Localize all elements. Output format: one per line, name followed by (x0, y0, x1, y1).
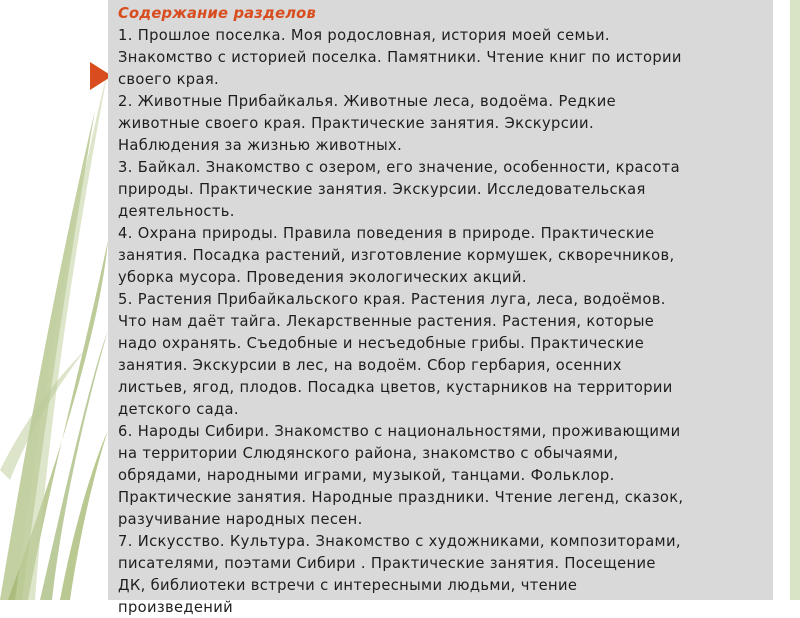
content-panel (108, 0, 773, 616)
content-line: занятия. Посадка растений, изготовление кормушек, скворечников, (118, 247, 675, 264)
content-line: своего края. (118, 71, 220, 88)
content-line: Знакомство с историей поселка. Памятники. Чтение книг по истории (118, 49, 682, 66)
content-line: детского сада. (118, 401, 239, 418)
content-line: уборка мусора. Проведения экологических акций. (118, 269, 527, 286)
content-line: ДК, библиотеки встречи с интересными людьми, чтение (118, 577, 578, 594)
content-line: 4. Охрана природы. Правила поведения в природе. Практические (118, 225, 655, 242)
content-line: Что нам даёт тайга. Лекарственные растения. Растения, которые (118, 313, 655, 330)
content-line: 2. Животные Прибайкалья. Животные леса, водоёма. Редкие (118, 93, 617, 110)
content-line: занятия. Экскурсии в лес, на водоём. Сбор гербария, осенних (118, 357, 622, 374)
content-line: Наблюдения за жизнью животных. (118, 137, 403, 154)
content-line: природы. Практические занятия. Экскурсии. Исследовательская (118, 181, 646, 198)
content-line: 7. Искусство. Культура. Знакомство с художниками, композиторами, (118, 533, 681, 550)
content-line: произведений (118, 599, 234, 616)
content-line: Практические занятия. Народные праздники. Чтение легенд, сказок, (118, 489, 684, 506)
section-heading: Содержание разделов (118, 5, 316, 22)
content-line: 5. Растения Прибайкальского края. Растения луга, леса, водоёмов. (118, 291, 666, 308)
content-line: листьев, ягод, плодов. Посадка цветов, кустарников на территории (118, 379, 673, 396)
content-line: разучивание народных песен. (118, 511, 363, 528)
content-line: обрядами, народными играми, музыкой, танцами. Фольклор. (118, 467, 615, 484)
content-line: 1. Прошлое поселка. Моя родословная, история моей семьи. (118, 27, 610, 44)
content-line: животные своего края. Практические занятия. Экскурсии. (118, 115, 594, 132)
content-line: 3. Байкал. Знакомство с озером, его значение, особенности, красота (118, 159, 680, 176)
content-line: деятельность. (118, 203, 235, 220)
content-line: писателями, поэтами Сибири . Практические занятия. Посещение (118, 555, 656, 572)
right-side-bar (790, 0, 800, 600)
content-line: надо охранять. Съедобные и несъедобные грибы. Практические (118, 335, 645, 352)
content-line: 6. Народы Сибири. Знакомство с национальностями, проживающими (118, 423, 681, 440)
content-line: на территории Слюдянского района, знакомство с обычаями, (118, 445, 619, 462)
